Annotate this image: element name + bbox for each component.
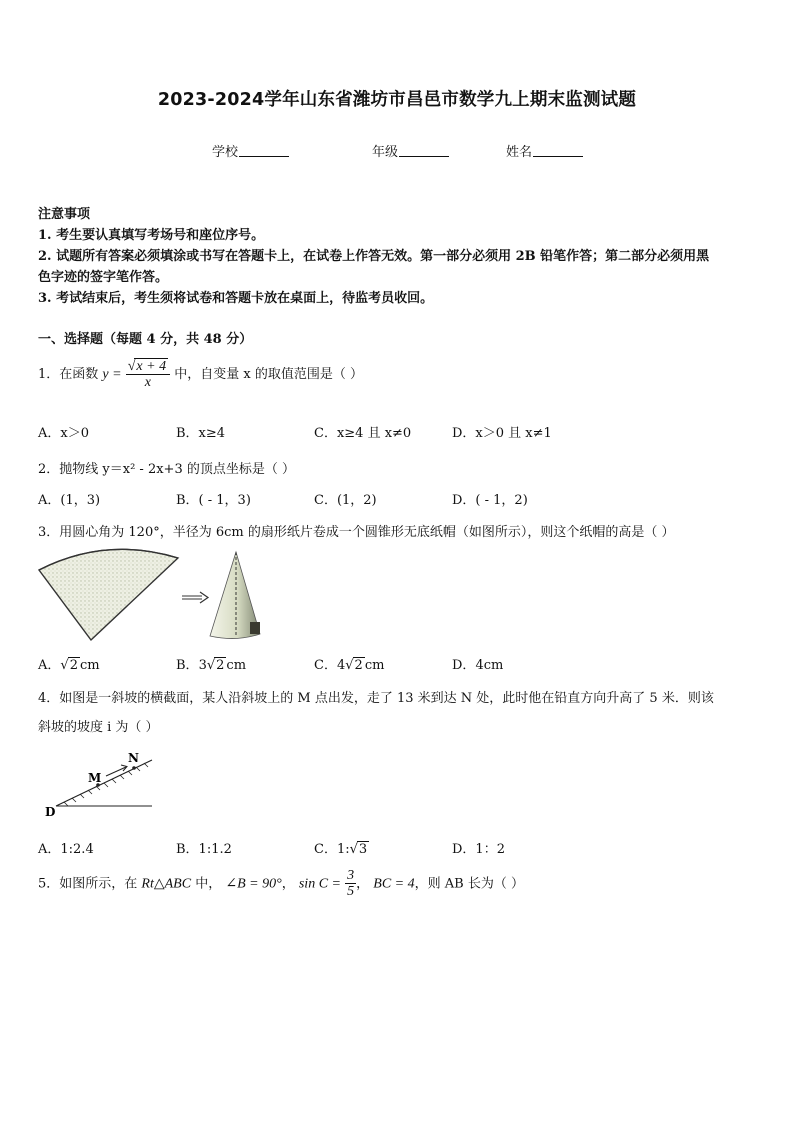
q2-option-c[interactable]: C．(1，2): [314, 493, 377, 508]
walk-arrow: [106, 767, 126, 776]
label-m: M: [88, 771, 102, 785]
q5-sin: sin C =: [298, 876, 341, 892]
question-5: 5．如图所示，在 Rt△ABC 中， ∠B = 90°， sin C = $\frac{3}{5}$ ， BC = 4，则 AB 长为（ ）: [38, 868, 524, 900]
school-blank[interactable]: [239, 144, 289, 157]
q1-option-c[interactable]: C．x≥4 且 x≠0: [314, 426, 412, 441]
label-d: D: [45, 805, 56, 819]
sqrt-sign: √: [127, 359, 136, 374]
question-3: 3．用圆心角为 120°，半径为 6cm 的扇形纸片卷成一个圆锥形无底纸帽（如图所示），则这个纸帽的高是（ ）: [38, 525, 675, 540]
slope-hatching: [64, 763, 148, 806]
q4-option-c[interactable]: C．1:√3: [314, 842, 368, 857]
q1-numerator: x + 4: [136, 359, 167, 374]
name-blank[interactable]: [533, 144, 583, 157]
sector-to-cone-figure: [36, 548, 266, 648]
q3-option-c[interactable]: C．4√2 cm: [314, 658, 385, 673]
name-label: 姓名: [506, 145, 533, 160]
q1-option-b[interactable]: B．x≥4: [176, 426, 226, 441]
school-field: [212, 141, 289, 160]
q5-bc: BC = 4: [373, 876, 415, 892]
q3-option-b[interactable]: B．3√2 cm: [176, 658, 247, 673]
q1-fraction: [126, 358, 170, 391]
sqrt-sign: √: [60, 658, 69, 673]
slope-figure: [42, 748, 162, 820]
q5-numerator: 3: [347, 868, 355, 883]
grade-label: 年级: [372, 145, 399, 160]
label-n: N: [128, 751, 139, 765]
q1-option-a[interactable]: A．x＞0: [38, 426, 89, 441]
question-1: [38, 358, 363, 391]
notice-item-2-cont: 色字迹的签字笔作答。: [38, 270, 169, 285]
q1-prefix: 1．在函数: [38, 366, 99, 382]
notice-item-2: 2. 试题所有答案必须填涂或书写在答题卡上，在试卷上作答无效。第一部分必须用 2B 铅笔作答；第二部分必须用黑: [38, 249, 710, 264]
q1-denominator: x: [144, 375, 152, 391]
notice-heading: 注意事项: [38, 207, 91, 222]
point-n: [132, 766, 136, 770]
q1-option-d[interactable]: D．x＞0 且 x≠1: [452, 426, 552, 441]
q5-triangle: Rt△ABC: [141, 876, 192, 892]
q1-y: y =: [102, 366, 122, 382]
q4-option-a[interactable]: A．1:2.4: [38, 842, 94, 857]
q1-suffix: 中，自变量 x 的取值范围是（ ）: [174, 366, 363, 382]
sqrt-sign: √: [206, 658, 216, 673]
school-label: 学校: [212, 145, 239, 160]
q5-suffix: ，则 AB 长为（ ）: [414, 876, 524, 892]
q3-option-d[interactable]: D．4cm: [452, 658, 504, 673]
exam-title: 2023-2024学年山东省潍坊市昌邑市数学九上期末监测试题: [157, 90, 637, 110]
grade-blank[interactable]: [399, 144, 449, 157]
q5-fraction: [345, 868, 356, 900]
sqrt-sign: √: [345, 658, 354, 673]
q5-mid: 中，: [195, 876, 222, 892]
question-2: 2．抛物线 y＝x² - 2x+3 的顶点坐标是（ ）: [38, 462, 295, 477]
q3-option-a[interactable]: A．√2 cm: [38, 658, 100, 673]
notice-item-1: 1. 考生要认真填写考场号和座位序号。: [38, 228, 265, 243]
question-4-line1: 4．如图是一斜坡的横截面，某人沿斜坡上的 M 点出发，走了 13 米到达 N 处，此时他在铅直方向升高了 5 米．则该: [38, 691, 714, 706]
sqrt-sign: √: [349, 842, 358, 857]
question-4-line2: 斜坡的坡度 i 为（ ）: [38, 720, 159, 735]
grade-field: [372, 141, 449, 160]
section-heading: 一、选择题（每题 4 分，共 48 分）: [38, 332, 253, 347]
q4-option-b[interactable]: B．1:1.2: [176, 842, 232, 857]
q5-prefix: 5．如图所示，在: [38, 876, 138, 892]
q5-denominator: 5: [347, 884, 355, 900]
arrow-head-icon: [200, 592, 208, 603]
q2-option-d[interactable]: D．( - 1，2): [452, 493, 528, 508]
q2-option-a[interactable]: A．(1，3): [38, 493, 101, 508]
sector-shape: [39, 549, 178, 640]
notice-item-3: 3. 考试结束后，考生须将试卷和答题卡放在桌面上，待监考员收回。: [38, 291, 434, 306]
q2-option-b[interactable]: B．( - 1，3): [176, 493, 251, 508]
q5-angle: ∠B = 90°: [225, 876, 282, 892]
q4-option-d[interactable]: D．1：2: [452, 842, 505, 857]
name-field: [506, 141, 583, 160]
